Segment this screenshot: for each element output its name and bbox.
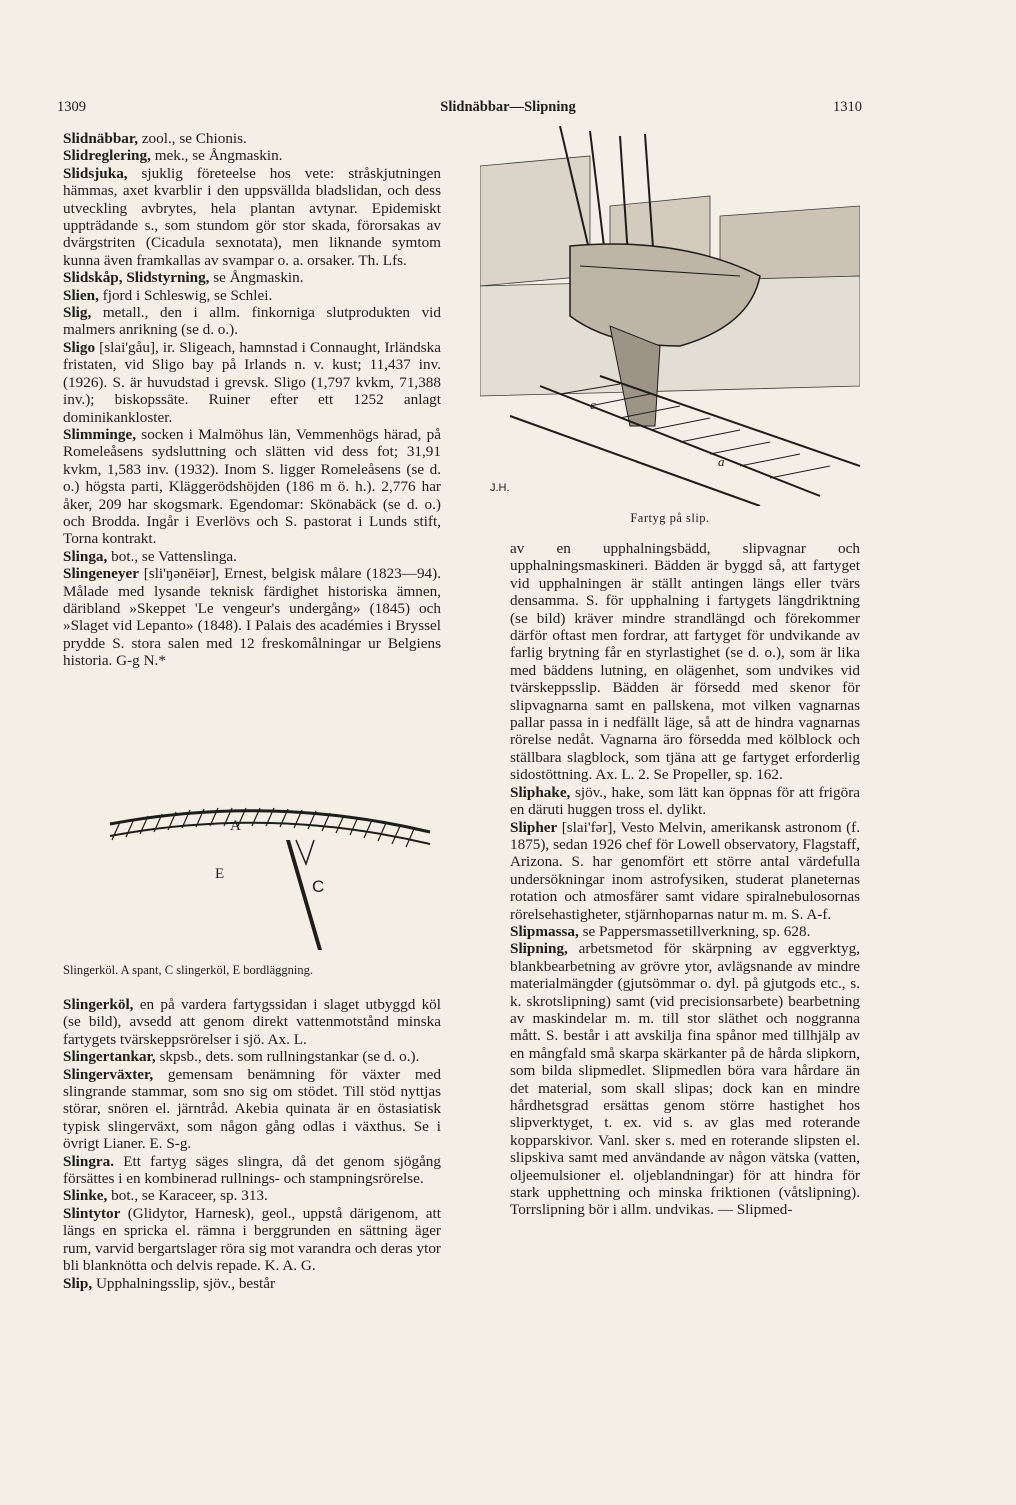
entry-headword: Slig, [63,304,92,322]
left-column-entries [63,130,441,670]
entry [63,1048,441,1065]
entry [63,426,441,548]
entry-text: bot., se Vattenslinga. [107,547,237,565]
entry [63,339,441,426]
entry-headword: Slinga, [63,547,108,565]
label-A: A [230,818,241,834]
page-number-left: 1309 [57,99,86,115]
entry-headword: Slingertankar, [63,1048,156,1066]
entry [63,548,441,565]
entry [63,165,441,269]
running-head: Slidnäbbar—Slipning [440,99,576,115]
entry-headword: Slimminge, [63,425,136,443]
entry [63,1066,441,1153]
entry-text: bot., se Karaceer, sp. 313. [107,1187,268,1205]
entry-headword: Sliphake, [510,783,571,801]
entry-headword: Slingerväxter, [63,1065,154,1083]
left-column-lower [63,996,441,1292]
entry [63,287,441,304]
entry [63,1205,441,1275]
ship-label-c: c [590,397,596,412]
entry-text: fjord i Schleswig, se Schlei. [98,286,273,304]
entry-text: skpsb., dets. som rullningstankar (se d. o.). [155,1048,420,1066]
entry [510,923,860,940]
entry-headword: Slien, [63,286,99,304]
entry-headword: Slintytor [63,1204,121,1222]
entry [510,784,860,819]
entry-headword: Slidnäbbar, [63,130,139,147]
entry-text: se Pappersmassetillverkning, sp. 628. [578,922,811,940]
entry-headword: Slip, [63,1274,93,1292]
entry-headword: Slidreglering, [63,147,151,165]
bilge-keel-caption: Slingerköl. A spant, C slingerköl, E bordläggning. [63,963,313,977]
right-column [510,540,860,1219]
entry-headword: Slipher [510,818,558,836]
entry [63,1275,441,1292]
entry [63,147,441,164]
entry-text: [sli'ŋənēiər], Ernest, belgisk målare (1823—94). Målade med lysande teknisk färdighet historiska ämnen, däribland »Skeppet 'Le vengeur's undergång» (1845) och »Slaget vid Lepanto» (1848). I Palais des académies i Bryssel prydde S. stora salen med 12 freskomålningar ur Belgiens historia. G-g N.* [63,565,441,670]
entry-text: en på vardera fartygssidan i slaget utbyggd köl (se bild), avsedd att genom direkt vattenmotstånd minska fartygets tvärskeppsrörelser i sjö. Ax. L. [63,996,441,1048]
entry [63,130,441,147]
entry-headword: Sligo [63,338,96,356]
entry [63,304,441,339]
entry-headword: Slingeneyer [63,565,139,583]
entry-headword: Slingra. [63,1152,115,1170]
entry-text: arbetsmetod för skärpning av eggverktyg, blankbearbetning av grövre ytor, avlägsnande av mindre materialmängder (gjutsömmar o. dyl. på gjutgods etc., s. k. skrotslipning) samt (vid precisionsarbete) bearbetning av maskindelar m. m. till stor släthet och noggranna mått. S. består i att avskilja fina spånor med tillhjälp av en mångfald små skarpa skärkanter på de hårda slipkorn, som bilda slipmedlet. Slipmedlen böra vara hårdare än det material, som skall slipas; dock kan en mindre hårdhetsgrad ersättas genom större hastighet hos slipverktyget, t. ex. vid s. av glas med roterande kopparskivor. Vanl. sker s. med en roterande slipsten el. slipskiva samt med användande av någon vätska (vatten, oljeemulsioner el. oljeblandningar) för att hindra för stark upphettning och minska friktionen (våtslipning). Torrslipning bör i allm. undvikas. — Slipmed- [510,940,860,1219]
entry [510,940,860,1219]
engraver-signature: J.H. [490,482,510,494]
entry [63,565,441,669]
ship-label-a: a [718,454,725,469]
entry-text: zool., se Chionis. [138,130,247,147]
entry-headword: Slinke, [63,1187,108,1205]
entry-headword: Slipmassa, [510,922,579,940]
entry [510,819,860,923]
entry [63,1153,441,1188]
entry [63,269,441,286]
entry-text: se Ångmaskin. [209,269,304,287]
label-C: C [312,877,325,896]
entry [63,1187,441,1204]
left-column-lower-entries [63,996,441,1292]
entry-headword: Slidskåp, Slidstyrning, [63,269,210,287]
ship-on-slip-figure [480,126,860,506]
page-number-right: 1310 [833,99,862,115]
entry-text: Ett fartyg säges slingra, då det genom sjögång försättes i en kombinerad rullnings- och stampningsrörelse. [63,1152,441,1188]
entry-text: socken i Malmöhus län, Vemmenhögs härad, på Romeleåsens sydsluttning och slätten vid dess fot; 31,91 kvkm, 1,583 inv. (1932). Inom S. ligger Romeleåsens (se d. o.) högsta parti, Kläggerödshöjden (186 m ö. h.). 2,776 har åker, 209 har skogsmark. Egendomar: Skönabäck (se d. o.) och Brodda. Ingår i Everlövs och S. pastorat i Lunds stift, Torna kontrakt. [63,425,441,548]
entry-headword: Slidsjuka, [63,164,128,182]
entry-text: [slai'fər], Vesto Melvin, amerikansk astronom (f. 1875), sedan 1926 chef för Lowell observatory, Flagstaff, Arizona. S. har genomfört ett större antal värdefulla undersökningar inom astrofysiken, studerat planeternas rotation och atmosfärer samt vidare spiralnebulosornas rörelsehastigheter, stjärnhoparnas natur m. m. S. A-f. [510,818,860,923]
bilge-keel-figure [100,800,440,960]
entry [510,540,860,784]
entry-text: (Glidytor, Harnesk), geol., uppstå därigenom, att längs en spricka el. rämna i berggrunden en sättning äger rum, varvid bergartslager röra sig mot varandra och deras ytor bli blanknötta och delvis repade. K. A. G. [63,1204,441,1275]
entry-headword: Slipning, [510,940,568,958]
entry-text: Upphalningsslip, sjöv., består [92,1274,276,1292]
entry-text: gemensam benämning för växter med slingrande stammar, som sno sig om stödet. Till stöd nyttjas störar, snören el. järntråd. Akebia quinata är en östasiatisk typisk slingerväxt, som någon gång odlas i växthus. Se i övrigt Lianer. E. S-g. [63,1065,441,1153]
left-column [63,130,441,670]
entry-headword: Slingerköl, [63,996,134,1013]
entry [63,996,441,1048]
ship-caption: Fartyg på slip. [630,511,710,525]
entry-text: mek., se Ångmaskin. [150,147,283,165]
entry-text: sjöv., hake, som lätt kan öppnas för att frigöra en däruti huggen tross el. dylikt. [510,783,860,819]
entry-text: [slai'gåu], ir. Sligeach, hamnstad i Connaught, Irländska fristaten, vid Sligo bay på Irlands n. v. kust; 11,437 inv. (1926). S. är huvudstad i grevsk. Sligo (1,797 kvkm, 71,388 inv.); biskopssäte. Ruiner efter ett 1252 anlagt dominikankloster. [63,338,441,426]
entry-text: sjuklig företeelse hos vete: stråskjutningen hämmas, axet kvarblir i den uppsvällda bladslidan, och dess utveckling avbrytes, hela plantan avtynar. Epidemiskt uppträdande s., som stundom gör stor skada, förorsakas av dvärgstriten (Cicadula sexnotata), men liknande symtom kunna även framkallas av svampar o. a. orsaker. Th. Lfs. [63,164,441,269]
entry-text: av en upphalningsbädd, slipvagnar och upphalningsmaskineri. Bädden är byggd så, att fartyget vid upphalningen är ställt antingen längs eller tvärs densamma. S. för upphalning i fartygets längdriktning (se bild) kräver mindre strandlängd och förekommer därför oftast men fordrar, att fartyget för undvikande av farlig brytning får en styrlastighet (se d. o.), som är lika med bäddens lutning, en olägenhet, som undvikes vid tvärskeppsslip. Bädden är försedd med skenor för slipvagnarna samt en pallskena, mot vilken vagnarnas pallar passa in i nedfällt läge, så att de hindra vagnarnas rörelse nedåt. Vagnarna äro försedda med kölblock och ställbara slagblock, som tjäna att ge fartyget erforderlig sidostöttning. Ax. L. 2. Se Propeller, sp. 162. [510,540,860,784]
right-column-entries [510,540,860,1219]
entry-text: metall., den i allm. finkorniga slutprodukten vid malmers anrikning (se d. o.). [63,304,441,339]
label-E: E [215,866,225,882]
